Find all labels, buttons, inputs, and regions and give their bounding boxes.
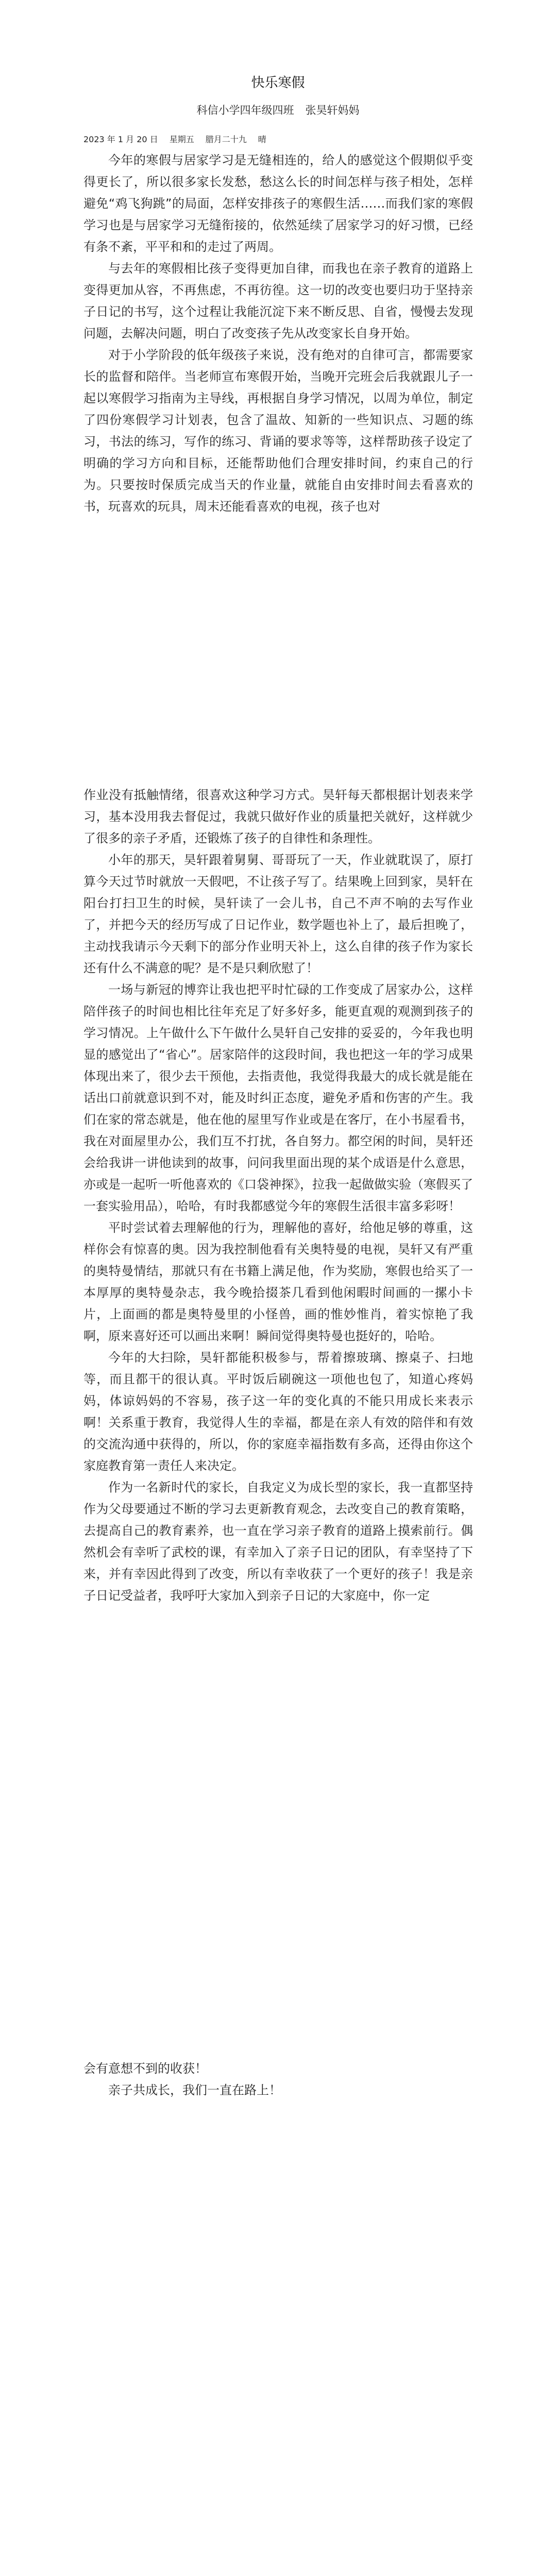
author-name: 张昊轩妈妈 [305, 104, 360, 116]
weather: 晴 [258, 134, 266, 144]
paragraph-continued: 会有意想不到的收获！ [83, 2061, 207, 2076]
section-3 [83, 2058, 473, 2101]
section-2 [83, 784, 473, 1606]
paragraph: 小年的那天，昊轩跟着舅舅、哥哥玩了一天，作业就耽误了，原打算今天过节时就放一天假吧，不让孩子写了。结果晚上回到家，昊轩在阳台打扫卫生的时候，昊轩读了一会儿书，自己不声不响的去写作业了，并把今天的经历写成了日记作业，数学题也补上了，最后担晚了，主动找我请示今天剩下的部分作业明天补上，这么自律的孩子作为家长还有什么不满意的呢？是不是只剩欣慰了！ [83, 853, 473, 975]
author-line [0, 102, 556, 117]
paragraph: 作为一名新时代的家长，自我定义为成长型的家长，我一直都坚持作为父母要通过不断的学习去更新教育观念，去改变自己的教育策略，去提高自己的教育素养，也一直在学习亲子教育的道路上摸索前行。偶然机会有幸听了武校的课，有幸加入了亲子日记的团队，有幸坚持了下来，并有幸因此得到了改变，所以有幸收获了一个更好的孩子！我是亲子日记受益者，我呼吁大家加入到亲子日记的大家庭中，你一定 [83, 1480, 473, 1603]
closing-line: 亲子共成长，我们一直在路上！ [108, 2083, 281, 2097]
paragraph: 今年的大扫除，昊轩都能积极参与，帮着擦玻璃、擦桌子、扫地等，而且都干的很认真。平时饭后刷碗这一项他也包了，知道心疼妈妈，体谅妈妈的不容易，孩子这一年的变化真的不能只用成长来表示啊！关系重于教育，我觉得人生的幸福，都是在亲人有效的陪伴和有效的交流沟通中获得的，所以，你的家庭幸福指数有多高，还得由你这个家庭教育第一责任人来决定。 [83, 1350, 473, 1473]
document-title: 快乐寒假 [251, 75, 305, 91]
paragraph-continued: 作业没有抵触情绪，很喜欢这种学习方式。昊轩每天都根据计划表来学习，基本没用我去督促过，我就只做好作业的质量把关就好，这样就少了很多的亲子矛盾，还锻炼了孩子的自律性和条理性。 [83, 788, 473, 845]
lunar-date: 腊月二十九 [205, 134, 247, 144]
paragraph: 平时尝试着去理解他的行为，理解他的喜好，给他足够的尊重，这样你会有惊喜的奥。因为我控制他看有关奥特曼的电视，昊轩又有严重的奥特曼情结，那就只有在书籍上满足他，作为奖励，寒假也给买了一本厚厚的奥特曼杂志，我今晚拾掇茶几看到他闲暇时间画的一摞小卡片，上面画的都是奥特曼里的小怪兽，画的惟妙惟肖，着实惊艳了我啊，原来喜好还可以画出来啊！瞬间觉得奥特曼也挺好的，哈哈。 [83, 1221, 473, 1343]
dateline [83, 133, 278, 145]
date: 2023 年 1 月 20 日 [83, 134, 158, 144]
weekday: 星期五 [169, 134, 194, 144]
school-class: 科信小学四年级四班 [196, 104, 294, 116]
paragraph: 与去年的寒假相比孩子变得更加自律，而我也在亲子教育的道路上变得更加从容，不再焦虑，不再彷徨。这一切的改变也要归功于坚持亲子日记的书写，这个过程让我能沉淀下来不断反思、自省，慢慢去发现问题，去解决问题，明白了改变孩子先从改变家长自身开始。 [83, 261, 473, 341]
section-1 [83, 149, 473, 517]
paragraph: 一场与新冠的博弈让我也把平时忙碌的工作变成了居家办公，这样陪伴孩子的时间也相比往年充足了好多好多，能更直观的观测到孩子的学习情况。上午做什么下午做什么昊轩自己安排的妥妥的，今年我也明显的感觉出了“省心”。居家陪伴的这段时间，我也把这一年的学习成果体现出来了，很少去干预他，去指责他，我觉得我最大的成长就是能在话出口前就意识到不对，能及时纠正态度，避免矛盾和伤害的产生。我们在家的常态就是，他在他的屋里写作业或是在客厅，在小书屋看书，我在对面屋里办公，我们互不打扰，各自努力。都空闲的时间，昊轩还会给我讲一讲他读到的故事，问问我里面出现的某个成语是什么意思，亦或是一起听一听他喜欢的《口袋神探》，拉我一起做做实验（寒假买了一套实验用品），哈哈，有时我都感觉今年的寒假生活很丰富多彩呀！ [83, 982, 473, 1213]
paragraph: 对于小学阶段的低年级孩子来说，没有绝对的自律可言，都需要家长的监督和陪伴。当老师宣布寒假开始，当晚开完班会后我就跟儿子一起以寒假学习指南为主导线，再根据自身学习情况，以周为单位，制定了四份寒假学习计划表，包含了温故、知新的一些知识点、习题的练习，书法的练习，写作的练习、背诵的要求等等，这样帮助孩子设定了明确的学习方向和目标，还能帮助他们合理安排时间，约束自己的行为。只要按时保质完成当天的作业量，就能自由安排时间去看喜欢的书，玩喜欢的玩具，周末还能看喜欢的电视，孩子也对 [83, 348, 473, 514]
paragraph: 今年的寒假与居家学习是无缝相连的，给人的感觉这个假期似乎变得更长了，所以很多家长发愁，愁这么长的时间怎样与孩子相处，怎样避免“鸡飞狗跳”的局面，怎样安排孩子的寒假生活……而我们家的寒假学习也是与居家学习无缝衔接的，依然延续了居家学习的好习惯，已经有条不紊，平平和和的走过了两周。 [83, 153, 473, 254]
